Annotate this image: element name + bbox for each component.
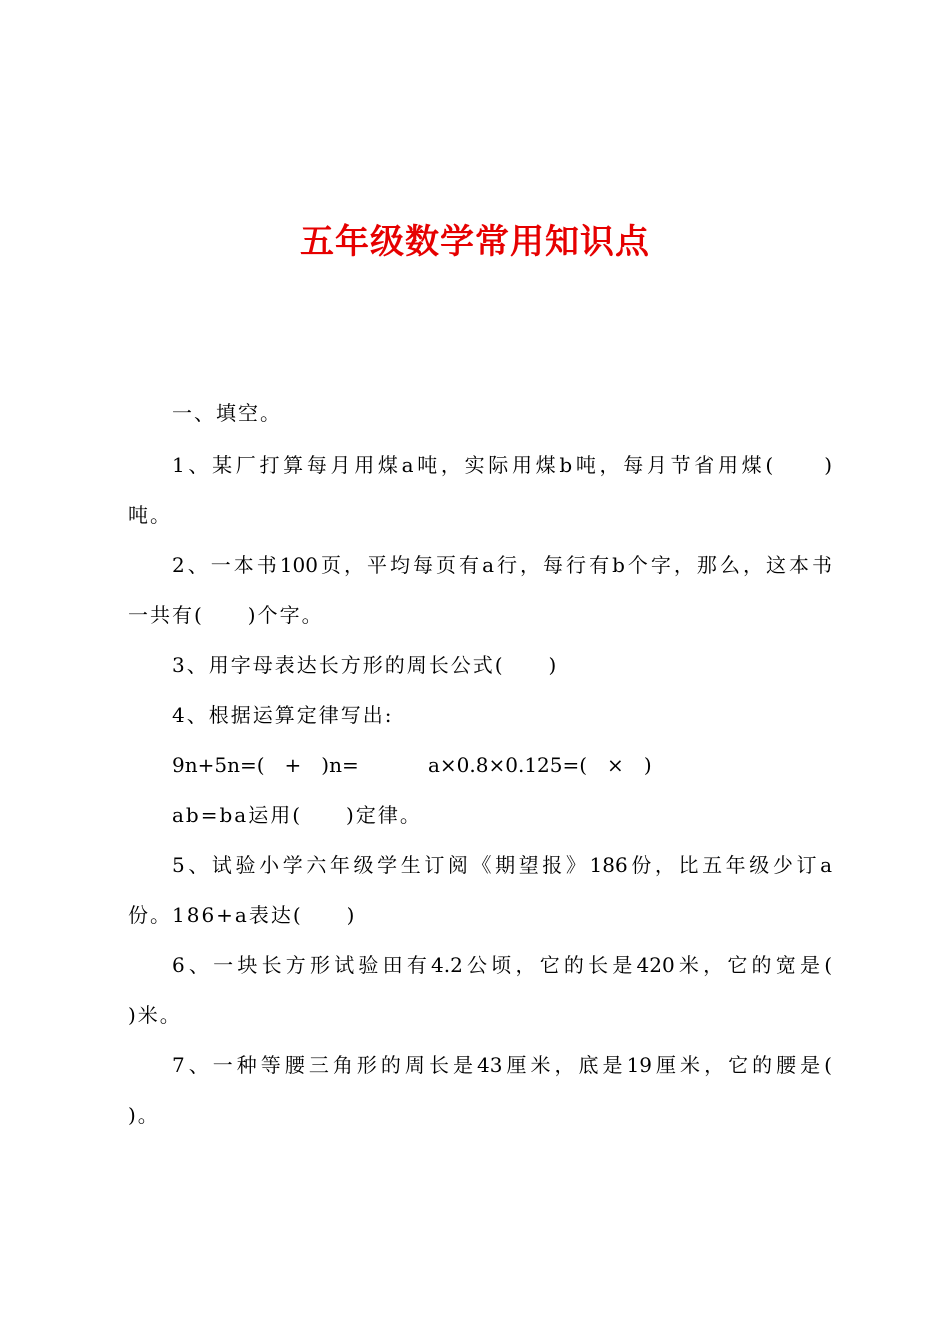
question-5-line-2: 份。186+a表达( ) xyxy=(128,903,357,927)
question-1-line-2: 吨。 xyxy=(128,503,172,527)
question-3-line-1: 3、用字母表达长方形的周长公式( ) xyxy=(172,653,559,677)
question-6-line-1: 6、一块长方形试验田有4.2公顷，它的长是420米，它的宽是( xyxy=(172,953,832,977)
question-7-line-1: 7、一种等腰三角形的周长是43厘米，底是19厘米，它的腰是( xyxy=(172,1053,832,1077)
question-2-line-1: 2、一本书100页，平均每页有a行，每行有b个字，那么，这本书 xyxy=(172,553,832,577)
question-4-expression-2: a×0.8×0.125=( × ) xyxy=(428,753,652,777)
question-4-expression-1: 9n+5n=( + )n= xyxy=(172,753,359,777)
question-4-expression-3: ab=ba运用( )定律。 xyxy=(172,803,422,827)
section-heading: 一、填空。 xyxy=(172,401,282,425)
question-5-line-1: 5、试验小学六年级学生订阅《期望报》186份，比五年级少订a xyxy=(172,853,832,877)
question-4-line-1: 4、根据运算定律写出: xyxy=(172,703,394,727)
question-6-line-2: )米。 xyxy=(128,1003,182,1027)
question-1-line-1: 1、某厂打算每月用煤a吨，实际用煤b吨，每月节省用煤( ) xyxy=(172,453,832,477)
question-7-line-2: )。 xyxy=(128,1103,160,1127)
question-2-line-2: 一共有( )个字。 xyxy=(128,603,324,627)
page-title: 五年级数学常用知识点 xyxy=(300,222,650,262)
